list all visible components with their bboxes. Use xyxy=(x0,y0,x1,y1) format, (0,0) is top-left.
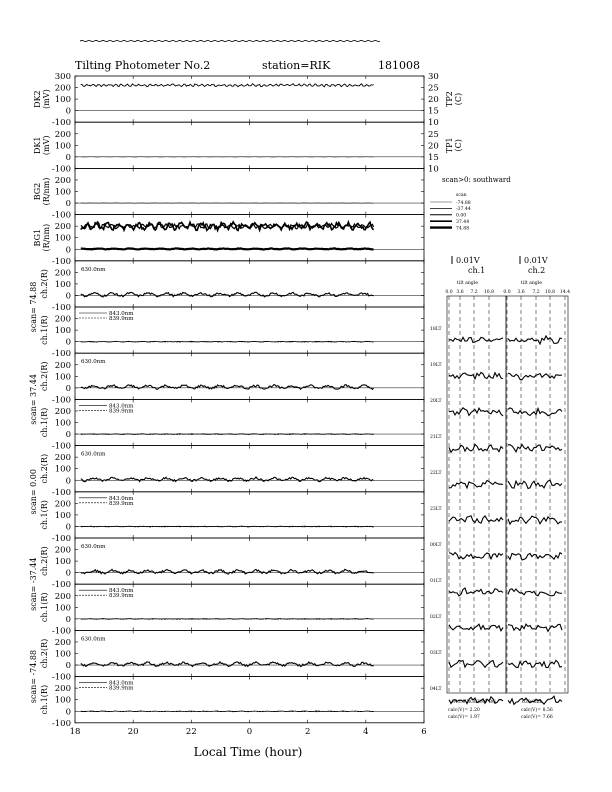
right-tick-label: 20 xyxy=(428,141,439,152)
y-tick-label: -100 xyxy=(51,349,71,360)
tilt-tick-label: 0.0 xyxy=(445,290,453,295)
right-ylabel-unit: (C) xyxy=(454,92,463,106)
y-tick-label: -100 xyxy=(51,672,71,683)
ylabel-channel: ch.1(R) xyxy=(40,407,49,438)
panel-ylabel xyxy=(33,224,51,252)
y-tick-label: -100 xyxy=(51,487,71,498)
time-row-label: 02LT xyxy=(430,615,442,620)
footer-ch1-wl: 843.0 BG xyxy=(452,700,474,705)
legend-label: 0.00 xyxy=(456,213,467,219)
legend-label: 37.44 xyxy=(456,220,470,225)
x-axis xyxy=(70,727,427,737)
panel-ylabel xyxy=(40,593,49,623)
right-ylabel-name: TP2 xyxy=(445,91,454,108)
ylabel-unit: (R/nm) xyxy=(42,177,51,206)
ylabel-channel: ch.1(R) xyxy=(40,684,49,715)
y-tick-label: -100 xyxy=(51,580,71,591)
y-tick-label: -100 xyxy=(51,210,71,221)
y-tick-label: 200 xyxy=(54,268,71,279)
right-panel xyxy=(430,176,570,720)
y-tick-label: 200 xyxy=(54,129,71,140)
ylabel-name: DK2 xyxy=(33,90,42,108)
tilt-label-ch2: tilt angle xyxy=(521,281,542,286)
series-line xyxy=(81,84,374,87)
scan-label xyxy=(29,469,38,515)
right-tick-label: 10 xyxy=(428,164,439,175)
time-row-label: 03LT xyxy=(430,651,442,656)
y-tick-label: 200 xyxy=(54,314,71,325)
panel-ylabel xyxy=(40,315,49,345)
panel-13 xyxy=(40,630,424,682)
y-tick-label: -100 xyxy=(51,718,71,729)
panel-frame xyxy=(75,215,424,261)
legend-label: -37.44 xyxy=(456,207,471,213)
panel-9 xyxy=(40,446,424,498)
footer-ch2-wl: 630.0nm xyxy=(522,700,543,705)
row-trace xyxy=(449,444,503,452)
y-tick-label: 100 xyxy=(54,95,71,106)
panel-ylabel xyxy=(33,89,51,109)
wavelength-label-1: 843.0nm xyxy=(109,311,134,317)
y-tick-label: -100 xyxy=(51,118,71,129)
series-line xyxy=(81,477,374,482)
tilt-tick-label: 14.4 xyxy=(559,290,571,295)
legend-label: -74.88 xyxy=(456,200,471,206)
wavelength-label-1: 843.0nm xyxy=(109,588,134,595)
wavelength-label: 630.0nm xyxy=(81,451,106,458)
y-tick-label: 200 xyxy=(54,175,71,186)
row-trace xyxy=(508,660,562,667)
y-tick-label: 0 xyxy=(65,383,71,394)
time-row-label: 22LT xyxy=(430,471,442,476)
y-tick-label: -100 xyxy=(51,256,71,267)
y-tick-label: 0 xyxy=(65,199,71,210)
tilt-tick-label: 3.6 xyxy=(517,290,525,295)
y-tick-label: 100 xyxy=(54,233,71,244)
right-tick-label: 15 xyxy=(428,152,439,163)
tilt-tick-label: 7.2 xyxy=(470,290,478,295)
legend-label: 74.88 xyxy=(456,226,470,232)
y-tick-label: 100 xyxy=(54,141,71,152)
footer-ch1-wl2: 839.9 BG xyxy=(474,700,496,705)
ylabel-name: BG1 xyxy=(33,228,42,247)
panel-frame xyxy=(75,261,424,307)
y-tick-label: 100 xyxy=(54,279,71,290)
footer-ch2-c2: calc(V)= 7.66 xyxy=(521,715,553,720)
wavelength-label-1: 843.0nm xyxy=(109,495,134,502)
y-tick-label: 200 xyxy=(54,545,71,556)
right-ylabel-name: TP1 xyxy=(445,137,454,154)
y-tick-label: 200 xyxy=(54,222,71,233)
tilt-tick-label: 10.8 xyxy=(544,290,556,295)
y-tick-label: 100 xyxy=(54,418,71,429)
y-tick-label: 0 xyxy=(65,152,71,163)
ylabel-name: DK1 xyxy=(33,136,42,155)
row-trace xyxy=(508,624,562,631)
scan-label xyxy=(29,558,38,611)
panel-frame xyxy=(75,446,424,492)
right-tick-label: 30 xyxy=(428,72,439,82)
ch1-title: ch.1 xyxy=(468,266,486,275)
y-tick-label: 0 xyxy=(65,291,71,302)
ylabel-channel: ch.2(R) xyxy=(40,638,49,669)
footer-ch2-c1: calc(V)= 8.56 xyxy=(521,708,553,713)
x-axis-label: Local Time (hour) xyxy=(193,745,303,759)
scale-ch1: 0.01V xyxy=(456,256,480,265)
panel-14 xyxy=(29,650,424,729)
time-row-label: 18LT xyxy=(430,327,442,332)
wavelength-label-1: 843.0nm xyxy=(109,680,134,687)
tilt-tick-label: 3.6 xyxy=(456,290,464,295)
row-trace xyxy=(449,516,503,523)
wavelength-label-2: 839.9nm xyxy=(109,685,134,692)
row-trace xyxy=(508,408,562,416)
panel-ylabel xyxy=(40,362,49,392)
legend-head: scan xyxy=(456,193,467,198)
right-tick-label: 25 xyxy=(428,83,439,94)
footer-ch1-c1: calc(V)= 2.20 xyxy=(448,708,480,713)
y-tick-label: 200 xyxy=(54,406,71,417)
scan-label xyxy=(29,650,38,703)
time-row-label: 19LT xyxy=(430,363,442,368)
y-tick-label: 0 xyxy=(65,106,71,117)
y-tick-label: 0 xyxy=(65,568,71,579)
y-tick-label: 200 xyxy=(54,83,71,94)
scan-direction-title: scan>0: southward xyxy=(442,176,511,184)
x-tick-label: 0 xyxy=(246,726,253,737)
right-tick-label: 15 xyxy=(428,106,439,117)
panel-frame xyxy=(75,538,424,584)
panel-ylabel xyxy=(33,135,51,155)
panel-4 xyxy=(33,215,424,267)
panel-ylabel xyxy=(40,269,49,299)
scan-value: scan= 74.88 xyxy=(29,281,38,333)
chart-title: Tilting Photometer No.2 xyxy=(75,59,211,72)
wavelength-label: 630.0nm xyxy=(81,544,106,550)
ylabel-unit: (R/nm) xyxy=(42,223,51,252)
right-ylabel xyxy=(445,91,463,107)
ylabel-unit: (mV) xyxy=(42,135,51,156)
panel-ylabel xyxy=(40,454,49,484)
y-tick-label: 0 xyxy=(65,337,71,348)
wavelength-label-1: 843.0nm xyxy=(109,403,134,410)
row-trace xyxy=(508,444,562,451)
y-tick-label: 100 xyxy=(54,372,71,383)
station-label: station=RIK xyxy=(262,59,331,72)
x-tick-label: 2 xyxy=(304,726,311,737)
row-trace xyxy=(449,408,503,416)
series-line xyxy=(81,385,374,390)
y-tick-label: 200 xyxy=(54,591,71,602)
row-trace xyxy=(449,372,503,378)
row-trace xyxy=(449,481,503,488)
y-tick-label: 200 xyxy=(54,684,71,695)
x-tick-label: 6 xyxy=(421,726,427,737)
panel-frame xyxy=(75,630,424,676)
y-tick-label: -100 xyxy=(51,626,71,637)
y-tick-label: 100 xyxy=(54,695,71,706)
y-tick-label: -100 xyxy=(51,441,71,452)
ch2-box xyxy=(506,296,568,693)
y-tick-label: 100 xyxy=(54,464,71,475)
y-tick-label: 100 xyxy=(54,187,71,198)
scan-value: scan= -74.88 xyxy=(29,649,38,704)
y-tick-label: 200 xyxy=(54,637,71,648)
row-trace xyxy=(449,553,503,559)
y-tick-label: 0 xyxy=(65,476,71,487)
y-tick-label: -100 xyxy=(51,395,71,406)
right-tick-label: 10 xyxy=(428,118,439,129)
series-line xyxy=(81,662,374,667)
y-tick-label: 100 xyxy=(54,326,71,337)
scan-label xyxy=(29,374,38,425)
row-trace xyxy=(508,480,562,488)
x-tick-label: 22 xyxy=(185,726,197,737)
y-tick-label: 100 xyxy=(54,510,71,521)
ylabel-channel: ch.1(R) xyxy=(40,500,49,530)
time-row-label: 21LT xyxy=(430,435,442,440)
panel-7 xyxy=(40,353,424,405)
scan-label xyxy=(29,282,38,333)
wavelength-label-2: 839.9nm xyxy=(109,408,134,415)
left-panels xyxy=(29,72,463,729)
y-tick-label: 100 xyxy=(54,557,71,568)
scale-ch2: 0.01V xyxy=(524,256,548,265)
right-ylabel-unit: (C) xyxy=(454,139,463,152)
wavelength-label: 630.0nm xyxy=(81,636,106,643)
time-row-label: 20LT xyxy=(430,399,442,404)
panel-frame xyxy=(75,168,424,214)
panel-ylabel xyxy=(40,685,49,715)
y-tick-label: 0 xyxy=(65,245,71,256)
wavelength-label-2: 839.9nm xyxy=(109,593,134,600)
ylabel-channel: ch.1(R) xyxy=(40,592,49,623)
date-label: 181008 xyxy=(378,59,420,72)
panel-5 xyxy=(40,261,424,313)
row-trace xyxy=(508,336,562,344)
panel-11 xyxy=(40,538,424,590)
ylabel-unit: (mV) xyxy=(42,89,51,109)
y-tick-label: 200 xyxy=(54,453,71,464)
tilt-tick-label: 10.8 xyxy=(483,290,495,295)
right-tick-label: 25 xyxy=(428,129,439,140)
tilt-tick-label: 7.2 xyxy=(532,290,540,295)
panel-frame xyxy=(75,122,424,168)
row-trace xyxy=(449,660,503,667)
ch2-title: ch.2 xyxy=(528,266,546,275)
right-ylabel xyxy=(445,137,463,153)
x-tick-label: 4 xyxy=(363,726,369,737)
wavelength-label-2: 839.9nm xyxy=(109,500,134,507)
wavelength-label: 630.0nm xyxy=(81,359,106,366)
y-tick-label: 200 xyxy=(54,499,71,510)
row-trace xyxy=(449,337,503,342)
scan-value: scan= 37.44 xyxy=(29,374,38,425)
ylabel-channel: ch.1(R) xyxy=(40,315,49,345)
wavelength-label-2: 839.9nm xyxy=(109,316,134,322)
y-tick-label: 100 xyxy=(54,603,71,614)
y-tick-label: 0 xyxy=(65,430,71,441)
x-tick-label: 18 xyxy=(69,726,81,737)
panel-ylabel xyxy=(40,639,49,669)
row-trace xyxy=(508,516,562,524)
y-tick-label: 0 xyxy=(65,661,71,672)
panel-ylabel xyxy=(40,500,49,530)
row-trace xyxy=(508,553,562,560)
footer-ch1-c2: calc(V)= 1.97 xyxy=(448,715,480,720)
panel-8 xyxy=(29,374,424,452)
y-tick-label: 300 xyxy=(54,72,71,82)
panel-ylabel xyxy=(40,408,49,438)
ylabel-channel: ch.2(R) xyxy=(40,453,49,484)
ylabel-name: BG2 xyxy=(33,182,42,201)
row-trace xyxy=(508,373,562,379)
panel-1 xyxy=(33,72,463,128)
time-row-label: 00LT xyxy=(430,543,442,548)
y-tick-label: 100 xyxy=(54,649,71,660)
y-tick-label: 0 xyxy=(65,522,71,533)
row-trace xyxy=(508,589,562,596)
x-tick-label: 20 xyxy=(127,726,139,737)
panel-3 xyxy=(33,168,424,220)
right-tick-label: 20 xyxy=(428,95,439,106)
y-tick-label: -100 xyxy=(51,164,71,175)
ch1-box xyxy=(447,296,506,693)
panel-frame xyxy=(75,353,424,399)
y-tick-label: -100 xyxy=(51,534,71,544)
y-tick-label: -100 xyxy=(51,303,71,313)
time-row-label: 23LT xyxy=(430,507,442,512)
tilt-tick-label: 0.0 xyxy=(503,290,511,295)
wavelength-label: 630.0nm xyxy=(81,266,106,273)
scan-value: scan= -37.44 xyxy=(29,557,38,611)
row-trace xyxy=(449,624,503,631)
panel-ylabel xyxy=(40,546,49,576)
series-line xyxy=(81,569,374,574)
series-line xyxy=(81,292,374,297)
panel-ylabel xyxy=(33,178,51,206)
y-tick-label: 200 xyxy=(54,360,71,371)
row-trace xyxy=(449,588,503,596)
time-row-label: 01LT xyxy=(430,579,442,584)
time-row-label: 04LT xyxy=(430,687,442,692)
ylabel-channel: ch.2(R) xyxy=(40,546,49,576)
ylabel-channel: ch.2(R) xyxy=(40,361,49,392)
scan-value: scan= 0.00 xyxy=(29,469,38,515)
panel-2 xyxy=(33,122,463,174)
panel-12 xyxy=(29,558,424,637)
panel-frame xyxy=(75,76,424,122)
tilt-label-ch1: tilt angle xyxy=(457,281,478,286)
top-wavy-line xyxy=(80,40,380,41)
ylabel-channel: ch.2(R) xyxy=(40,269,49,299)
series-line xyxy=(81,248,374,249)
y-tick-label: 0 xyxy=(65,707,71,718)
y-tick-label: 0 xyxy=(65,614,71,625)
